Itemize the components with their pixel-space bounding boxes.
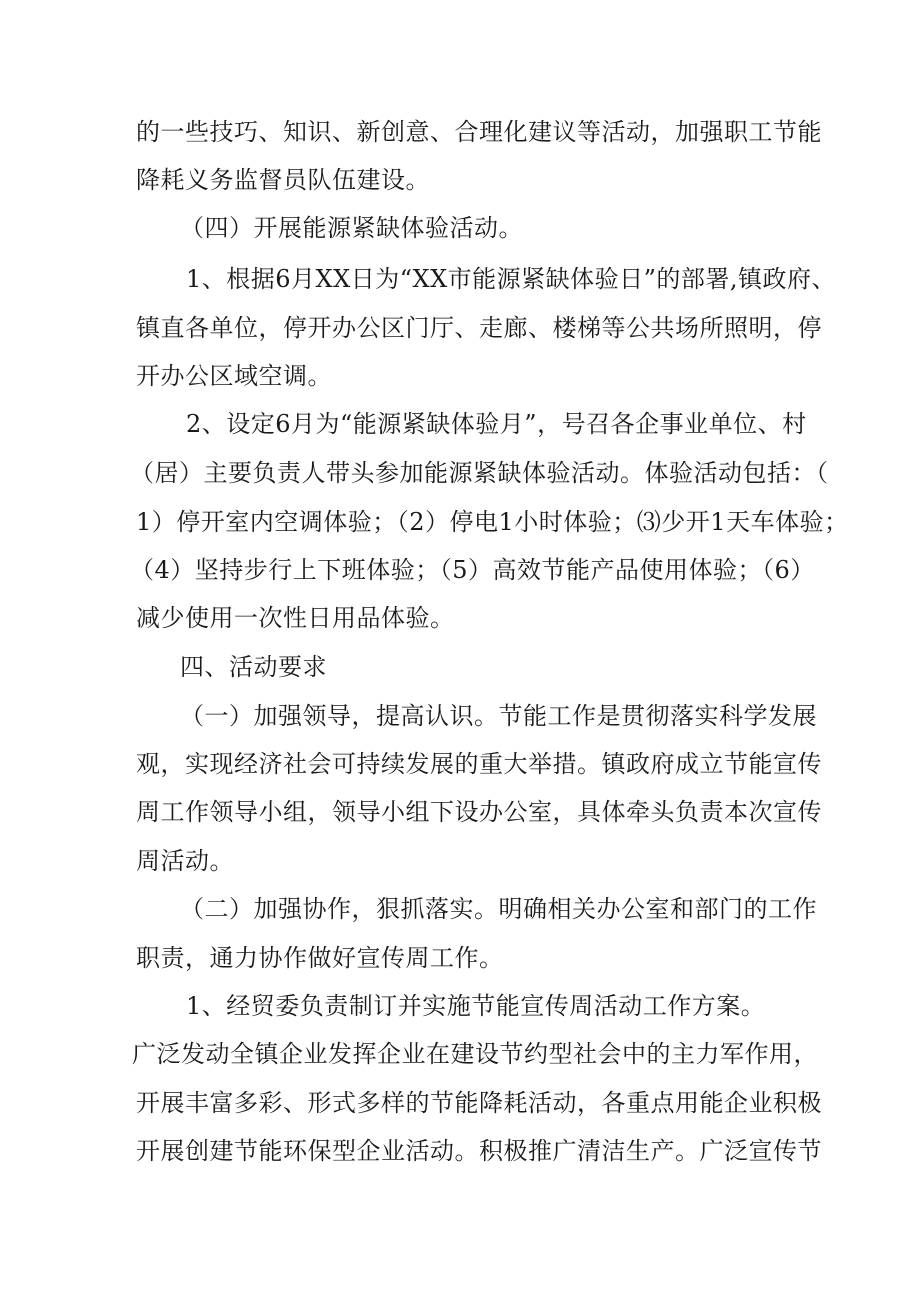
- text-line: 职责，通力协作做好宣传周工作。: [136, 944, 504, 972]
- text-line: 开展丰富多彩、形式多样的节能降耗活动，各重点用能企业积极: [136, 1089, 822, 1117]
- text-line: 1、根据6月XX日为“XX市能源紧缺体验日”的部署,镇政府、: [186, 265, 837, 293]
- text-line: 1）停开室内空调体验；（2）停电1小时体验；⑶少开1天车体验；: [136, 508, 849, 536]
- text-line: 减少使用一次性日用品体验。: [136, 604, 455, 632]
- text-line: 广泛发动全镇企业发挥企业在建设节约型社会中的主力军作用，: [132, 1040, 818, 1068]
- text-line: 2、设定6月为“能源紧缺体验月”，号召各企事业单位、村: [186, 410, 807, 438]
- text-line: 观，实现经济社会可持续发展的重大举措。镇政府成立节能宣传: [136, 750, 822, 778]
- text-line: （一）加强领导，提高认识。节能工作是贯彻落实科学发展: [180, 702, 817, 730]
- text-line: 开展创建节能环保型企业活动。积极推广清洁生产。广泛宣传节: [136, 1137, 822, 1165]
- text-line: （4）坚持步行上下班体验；（5）高效节能产品使用体验；（6）: [130, 556, 815, 584]
- text-line: 镇直各单位，停开办公区门厅、走廊、楼梯等公共场所照明，停: [136, 314, 822, 342]
- text-line: 开办公区域空调。: [136, 362, 332, 390]
- text-line: （二）加强协作，狠抓落实。明确相关办公室和部门的工作: [180, 895, 817, 923]
- text-line: 降耗义务监督员队伍建设。: [136, 166, 430, 194]
- text-line: 的一些技巧、知识、新创意、合理化建议等活动，加强职工节能: [136, 118, 822, 146]
- text-line: 周活动。: [136, 847, 234, 875]
- section-heading: 四、活动要求: [180, 653, 327, 681]
- text-line: 1、经贸委负责制订并实施节能宣传周活动工作方案。: [186, 992, 766, 1020]
- section-heading: （四）开展能源紧缺体验活动。: [180, 214, 523, 242]
- text-line: 周工作领导小组，领导小组下设办公室，具体牵头负责本次宣传: [136, 798, 822, 826]
- text-line: （居）主要负责人带头参加能源紧缺体验活动。体验活动包括：（: [130, 459, 829, 487]
